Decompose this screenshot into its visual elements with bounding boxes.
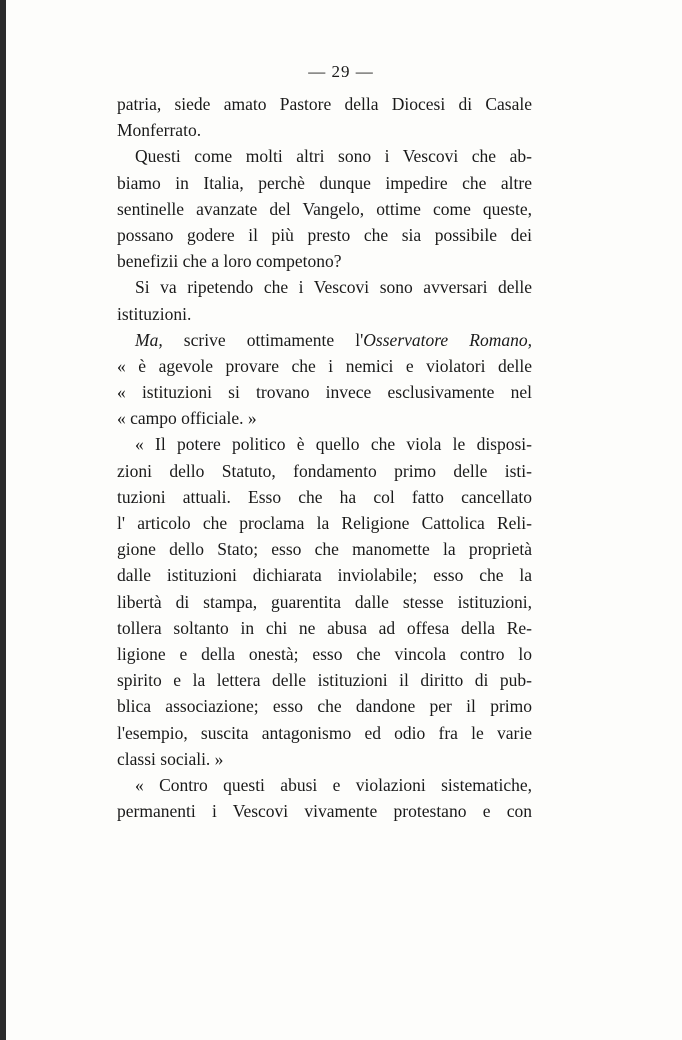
- text-line: patria, siede amato Pastore della Diocesi di Casale: [117, 94, 532, 114]
- text-line: Questi come molti altri sono i Vescovi che ab-: [135, 146, 532, 167]
- text-line: tuzioni attuali. Esso che ha col fatto cancellato: [117, 486, 532, 507]
- text-line: « campo officiale. »: [117, 408, 257, 429]
- text-line: benefizii che a loro competono?: [117, 251, 342, 272]
- text-line: Si va ripetendo che i Vescovi sono avversari delle: [135, 277, 532, 298]
- text-line: possano godere il più presto che sia possibile dei: [117, 224, 532, 245]
- text-line: « Contro questi abusi e violazioni sistematiche,: [135, 774, 532, 795]
- text-line: tollera soltanto in chi ne abusa ad offesa della Re-: [117, 617, 532, 638]
- text-line: « è agevole provare che i nemici e violatori delle: [117, 355, 532, 376]
- text-line: Monferrato.: [117, 120, 202, 141]
- body-text: [117, 91, 532, 824]
- page-binding-edge: [0, 0, 6, 1040]
- text-line: « istituzioni si trovano invece esclusivamente nel: [117, 382, 532, 403]
- page-number: — 29 —: [308, 62, 374, 81]
- text-line: zioni dello Statuto, fondamento primo delle isti-: [117, 460, 532, 481]
- text-line: « Il potere politico è quello che viola le disposi-: [135, 434, 532, 455]
- text-fragment: scrive ottimamente l': [162, 329, 364, 350]
- text-line: spirito e la lettera delle istituzioni il diritto di pub-: [117, 670, 532, 691]
- text-line: dalle istituzioni dichiarata inviolabile; esso che la: [117, 565, 532, 586]
- text-line: [117, 327, 532, 353]
- text-line: l'esempio, suscita antagonismo ed odio fra le varie: [117, 722, 532, 743]
- text-line: classi sociali. »: [117, 748, 224, 769]
- text-line: ligione e della onestà; esso che vincola contro lo: [117, 643, 532, 664]
- text-line: gione dello Stato; esso che manomette la proprietà: [117, 539, 532, 560]
- text-line: blica associazione; esso che dandone per il primo: [117, 696, 532, 717]
- text-line: sentinelle avanzate del Vangelo, ottime come queste,: [117, 198, 532, 219]
- text-line: l' articolo che proclama la Religione Cattolica Reli-: [117, 513, 532, 533]
- italic-word: Ma,: [135, 329, 163, 350]
- italic-title: Osservatore Romano,: [363, 329, 532, 350]
- text-line: permanenti i Vescovi vivamente protestano e con: [117, 801, 532, 822]
- text-line: biamo in Italia, perchè dunque impedire che altre: [117, 172, 532, 193]
- text-line: istituzioni.: [117, 303, 192, 324]
- text-line: libertà di stampa, guarentita dalle stesse istituzioni,: [117, 591, 532, 612]
